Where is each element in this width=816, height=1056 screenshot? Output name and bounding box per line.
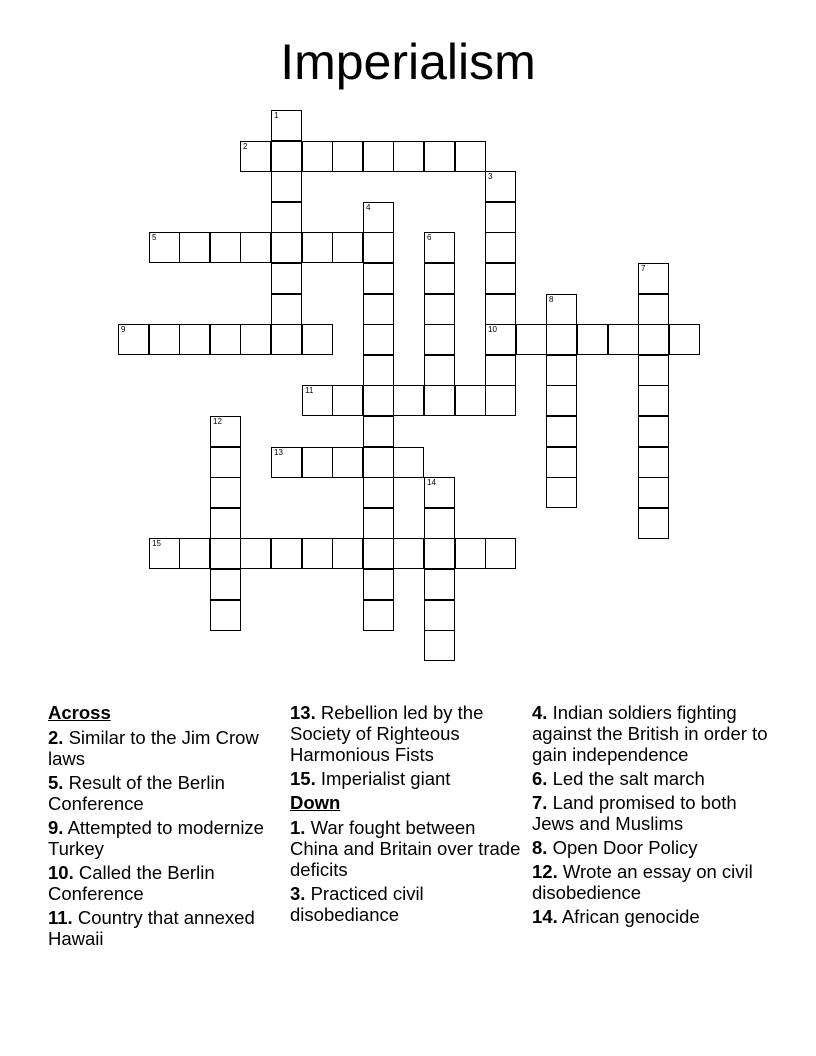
- grid-cell[interactable]: [546, 477, 577, 508]
- grid-cell[interactable]: [302, 447, 333, 478]
- clue-across-15: 15. Imperialist giant: [290, 768, 451, 789]
- clue-number: 1: [274, 111, 279, 120]
- grid-cell[interactable]: [363, 538, 394, 569]
- grid-cell[interactable]: [271, 538, 302, 569]
- grid-cell[interactable]: [363, 416, 394, 447]
- clue-down-12: 12. Wrote an essay on civil disobedience: [532, 861, 753, 903]
- grid-cell[interactable]: [393, 538, 424, 569]
- clue-number: 14: [427, 478, 436, 487]
- grid-cell[interactable]: [546, 385, 577, 416]
- grid-cell[interactable]: [149, 324, 180, 355]
- grid-cell[interactable]: [638, 477, 669, 508]
- grid-cell[interactable]: [485, 538, 516, 569]
- grid-cell[interactable]: [455, 141, 486, 172]
- grid-cell[interactable]: [363, 447, 394, 478]
- grid-cell[interactable]: [210, 232, 241, 263]
- grid-cell[interactable]: [271, 202, 302, 233]
- grid-cell[interactable]: [363, 324, 394, 355]
- grid-cell[interactable]: [149, 232, 180, 263]
- grid-cell[interactable]: [363, 141, 394, 172]
- grid-cell[interactable]: [424, 600, 455, 631]
- grid-cell[interactable]: [179, 232, 210, 263]
- clue-down-3: 3. Practiced civil disobediance: [290, 883, 424, 925]
- grid-cell[interactable]: [363, 385, 394, 416]
- grid-cell[interactable]: [302, 385, 333, 416]
- clue-number: 5: [152, 233, 157, 242]
- clue-number: 8: [549, 295, 554, 304]
- grid-cell[interactable]: [424, 294, 455, 325]
- grid-cell[interactable]: [363, 294, 394, 325]
- grid-cell[interactable]: [393, 385, 424, 416]
- grid-cell[interactable]: [302, 141, 333, 172]
- clue-number: 2: [243, 142, 248, 151]
- grid-cell[interactable]: [210, 324, 241, 355]
- grid-cell[interactable]: [424, 141, 455, 172]
- grid-cell[interactable]: [424, 385, 455, 416]
- grid-cell[interactable]: [363, 508, 394, 539]
- grid-cell[interactable]: [332, 385, 363, 416]
- grid-cell[interactable]: [271, 141, 302, 172]
- grid-cell[interactable]: [302, 324, 333, 355]
- grid-cell[interactable]: [424, 232, 455, 263]
- grid-cell[interactable]: [424, 508, 455, 539]
- grid-cell[interactable]: [363, 202, 394, 233]
- grid-cell[interactable]: [485, 294, 516, 325]
- grid-cell[interactable]: [546, 447, 577, 478]
- grid-cell[interactable]: [271, 171, 302, 202]
- down-heading: Down: [290, 792, 341, 813]
- clue-number: 7: [641, 264, 646, 273]
- puzzle-title: Imperialism: [280, 34, 536, 90]
- clue-down-1: 1. War fought between China and Britain over trade deficits: [290, 817, 521, 880]
- clue-number: 3: [488, 172, 493, 181]
- grid-cell[interactable]: [455, 538, 486, 569]
- grid-cell[interactable]: [271, 447, 302, 478]
- grid-cell[interactable]: [485, 355, 516, 386]
- grid-cell[interactable]: [332, 447, 363, 478]
- grid-cell[interactable]: [179, 538, 210, 569]
- grid-cell[interactable]: [424, 569, 455, 600]
- clue-down-6: 6. Led the salt march: [532, 768, 705, 789]
- grid-cell[interactable]: [363, 263, 394, 294]
- clue-down-8: 8. Open Door Policy: [532, 837, 698, 858]
- grid-cell[interactable]: [638, 263, 669, 294]
- clue-down-4: 4. Indian soldiers fighting against the British in order to gain independence: [532, 702, 768, 765]
- grid-cell[interactable]: [363, 600, 394, 631]
- clue-across-13: 13. Rebellion led by the Society of Righteous Harmonious Fists: [290, 702, 484, 765]
- clue-column-1: [48, 702, 284, 952]
- grid-cell[interactable]: [271, 232, 302, 263]
- clue-number: 6: [427, 233, 432, 242]
- clue-number: 13: [274, 448, 283, 457]
- grid-cell[interactable]: [546, 324, 577, 355]
- grid-cell[interactable]: [271, 324, 302, 355]
- grid-cell[interactable]: [577, 324, 608, 355]
- grid-cell[interactable]: [179, 324, 210, 355]
- grid-cell[interactable]: [485, 263, 516, 294]
- grid-cell[interactable]: [271, 294, 302, 325]
- grid-cell[interactable]: [210, 477, 241, 508]
- grid-cell[interactable]: [638, 416, 669, 447]
- grid-cell[interactable]: [485, 385, 516, 416]
- grid-cell[interactable]: [363, 477, 394, 508]
- grid-cell[interactable]: [240, 324, 271, 355]
- clue-number: 10: [488, 325, 497, 334]
- clue-across-10: 10. Called the Berlin Conference: [48, 862, 215, 904]
- grid-cell[interactable]: [210, 508, 241, 539]
- grid-cell[interactable]: [638, 324, 669, 355]
- grid-cell[interactable]: [638, 447, 669, 478]
- grid-cell[interactable]: [210, 416, 241, 447]
- clue-number: 9: [121, 325, 126, 334]
- grid-cell[interactable]: [210, 538, 241, 569]
- grid-cell[interactable]: [546, 416, 577, 447]
- clue-column-2: [290, 702, 526, 928]
- grid-cell[interactable]: [393, 141, 424, 172]
- grid-cell[interactable]: [118, 324, 149, 355]
- grid-cell[interactable]: [332, 141, 363, 172]
- clue-down-14: 14. African genocide: [532, 906, 700, 927]
- grid-cell[interactable]: [424, 538, 455, 569]
- grid-cell[interactable]: [210, 447, 241, 478]
- grid-cell[interactable]: [638, 508, 669, 539]
- grid-cell[interactable]: [149, 538, 180, 569]
- grid-cell[interactable]: [332, 232, 363, 263]
- grid-cell[interactable]: [485, 171, 516, 202]
- clue-down-7: 7. Land promised to both Jews and Muslims: [532, 792, 737, 834]
- grid-cell[interactable]: [424, 477, 455, 508]
- clue-number: 4: [366, 203, 371, 212]
- clue-across-5: 5. Result of the Berlin Conference: [48, 772, 225, 814]
- clue-column-3: [532, 702, 768, 930]
- grid-cell[interactable]: [608, 324, 639, 355]
- grid-cell[interactable]: [210, 569, 241, 600]
- grid-cell[interactable]: [363, 569, 394, 600]
- clue-number: 11: [305, 386, 314, 395]
- grid-cell[interactable]: [271, 110, 302, 141]
- grid-cell[interactable]: [546, 355, 577, 386]
- grid-cell[interactable]: [424, 355, 455, 386]
- grid-cell[interactable]: [302, 538, 333, 569]
- clue-number: 12: [213, 417, 222, 426]
- grid-cell[interactable]: [669, 324, 700, 355]
- grid-cell[interactable]: [210, 600, 241, 631]
- grid-cell[interactable]: [363, 232, 394, 263]
- grid-cell[interactable]: [240, 232, 271, 263]
- grid-cell[interactable]: [240, 538, 271, 569]
- grid-cell[interactable]: [485, 232, 516, 263]
- grid-cell[interactable]: [638, 355, 669, 386]
- grid-cell[interactable]: [240, 141, 271, 172]
- clue-number: 15: [152, 539, 161, 548]
- grid-cell[interactable]: [424, 630, 455, 661]
- grid-cell[interactable]: [363, 355, 394, 386]
- grid-cell[interactable]: [485, 324, 516, 355]
- grid-cell[interactable]: [516, 324, 547, 355]
- grid-cell[interactable]: [638, 385, 669, 416]
- grid-cell[interactable]: [424, 324, 455, 355]
- grid-cell[interactable]: [546, 294, 577, 325]
- across-heading: Across: [48, 702, 111, 723]
- grid-cell[interactable]: [332, 538, 363, 569]
- grid-cell[interactable]: [424, 263, 455, 294]
- grid-cell[interactable]: [271, 263, 302, 294]
- grid-cell[interactable]: [393, 447, 424, 478]
- grid-cell[interactable]: [638, 294, 669, 325]
- clue-across-9: 9. Attempted to modernize Turkey: [48, 817, 264, 859]
- grid-cell[interactable]: [455, 385, 486, 416]
- clue-across-2: 2. Similar to the Jim Crow laws: [48, 727, 259, 769]
- grid-cell[interactable]: [302, 232, 333, 263]
- clue-across-11: 11. Country that annexed Hawaii: [48, 907, 255, 949]
- grid-cell[interactable]: [485, 202, 516, 233]
